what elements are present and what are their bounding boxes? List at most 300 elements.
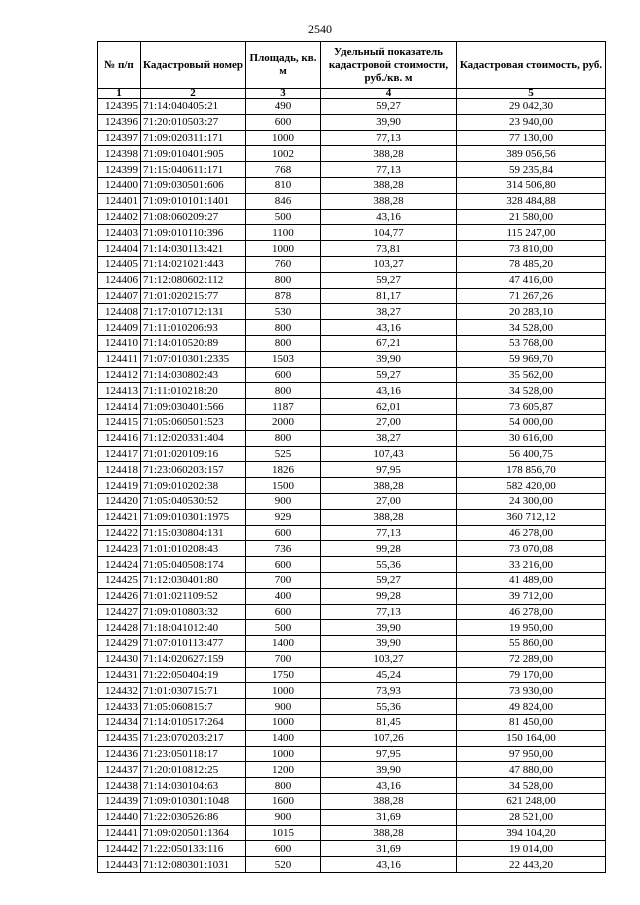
header-unit-rate: Удельный показатель кадастровой стоимости, руб./кв. м [321,42,457,89]
cell-cadastral-number: 71:22:050133:116 [141,841,246,857]
table-header [98,42,606,99]
cell-row-number: 124417 [98,446,141,462]
cell-cadastral-number: 71:07:010301:2335 [141,351,246,367]
cell-cadastral-number: 71:09:010110:396 [141,225,246,241]
cell-unit-rate: 39,90 [321,114,457,130]
cell-cadastral-number: 71:22:050404:19 [141,667,246,683]
cadastral-value-table [97,41,606,873]
cell-cadastral-number: 71:09:010202:38 [141,478,246,494]
table-row [98,809,606,825]
table-row [98,730,606,746]
cell-unit-rate: 59,27 [321,572,457,588]
cell-area: 525 [246,446,321,462]
table-row [98,857,606,873]
cell-unit-rate: 39,90 [321,762,457,778]
cell-unit-rate: 73,93 [321,683,457,699]
cell-area: 2000 [246,414,321,430]
cell-row-number: 124406 [98,272,141,288]
table-row [98,557,606,573]
cell-area: 1187 [246,399,321,415]
cell-row-number: 124425 [98,572,141,588]
table-row [98,715,606,731]
cell-row-number: 124430 [98,651,141,667]
cell-row-number: 124427 [98,604,141,620]
cell-cadastral-number: 71:15:030804:131 [141,525,246,541]
cell-row-number: 124426 [98,588,141,604]
header-area: Площадь, кв. м [246,42,321,89]
table-row [98,130,606,146]
cell-cadastral-number: 71:23:070203:217 [141,730,246,746]
cell-cadastral-value: 54 000,00 [457,414,606,430]
cell-area: 1400 [246,636,321,652]
cell-unit-rate: 43,16 [321,209,457,225]
cell-unit-rate: 27,00 [321,414,457,430]
cell-row-number: 124397 [98,130,141,146]
table-row [98,320,606,336]
cell-cadastral-number: 71:05:040508:174 [141,557,246,573]
cell-area: 900 [246,699,321,715]
cell-unit-rate: 45,24 [321,667,457,683]
cell-unit-rate: 39,90 [321,620,457,636]
cell-cadastral-number: 71:09:020501:1364 [141,825,246,841]
cell-area: 490 [246,99,321,115]
cell-cadastral-number: 71:17:010712:131 [141,304,246,320]
cell-cadastral-number: 71:12:030401:80 [141,572,246,588]
cell-cadastral-value: 394 104,20 [457,825,606,841]
cell-cadastral-value: 33 216,00 [457,557,606,573]
page-number: 2540 [308,22,332,36]
cell-area: 1000 [246,683,321,699]
cell-row-number: 124441 [98,825,141,841]
cell-cadastral-number: 71:12:080602:112 [141,272,246,288]
cell-cadastral-value: 81 450,00 [457,715,606,731]
cell-cadastral-number: 71:09:010301:1048 [141,794,246,810]
cell-row-number: 124420 [98,493,141,509]
cell-area: 400 [246,588,321,604]
table-row [98,525,606,541]
cell-row-number: 124415 [98,414,141,430]
cell-row-number: 124410 [98,335,141,351]
cell-cadastral-value: 30 616,00 [457,430,606,446]
cell-unit-rate: 81,45 [321,715,457,731]
table-row [98,762,606,778]
cell-cadastral-number: 71:09:010803:32 [141,604,246,620]
cell-cadastral-number: 71:09:010301:1975 [141,509,246,525]
cell-unit-rate: 388,28 [321,825,457,841]
table-row [98,272,606,288]
cell-unit-rate: 388,28 [321,509,457,525]
cell-cadastral-value: 97 950,00 [457,746,606,762]
cell-cadastral-number: 71:14:021021:443 [141,256,246,272]
table-row [98,177,606,193]
cell-row-number: 124443 [98,857,141,873]
cell-unit-rate: 388,28 [321,794,457,810]
cell-row-number: 124402 [98,209,141,225]
cell-row-number: 124396 [98,114,141,130]
cell-unit-rate: 39,90 [321,636,457,652]
cell-unit-rate: 107,43 [321,446,457,462]
cell-cadastral-number: 71:05:060815:7 [141,699,246,715]
cell-unit-rate: 43,16 [321,857,457,873]
cell-cadastral-number: 71:23:060203:157 [141,462,246,478]
cell-area: 500 [246,209,321,225]
cell-row-number: 124403 [98,225,141,241]
cell-cadastral-value: 49 824,00 [457,699,606,715]
cell-cadastral-value: 23 940,00 [457,114,606,130]
cell-row-number: 124405 [98,256,141,272]
cell-area: 800 [246,383,321,399]
cell-area: 1826 [246,462,321,478]
cell-unit-rate: 31,69 [321,809,457,825]
cell-cadastral-number: 71:11:010206:93 [141,320,246,336]
cell-unit-rate: 59,27 [321,367,457,383]
table-row [98,493,606,509]
cell-area: 800 [246,778,321,794]
cell-row-number: 124418 [98,462,141,478]
cell-cadastral-value: 21 580,00 [457,209,606,225]
cell-area: 768 [246,162,321,178]
cell-unit-rate: 43,16 [321,320,457,336]
table-row [98,620,606,636]
table-row [98,841,606,857]
cell-area: 1600 [246,794,321,810]
cell-cadastral-value: 46 278,00 [457,604,606,620]
column-numbers-row [98,89,606,99]
cell-unit-rate: 77,13 [321,525,457,541]
cell-cadastral-value: 29 042,30 [457,99,606,115]
cell-cadastral-value: 19 014,00 [457,841,606,857]
cell-unit-rate: 39,90 [321,351,457,367]
cell-unit-rate: 103,27 [321,256,457,272]
header-cadastral-value: Кадастровая стоимость, руб. [457,42,606,89]
cell-area: 810 [246,177,321,193]
cell-cadastral-number: 71:09:030401:566 [141,399,246,415]
table-row [98,304,606,320]
cell-cadastral-value: 34 528,00 [457,320,606,336]
cell-unit-rate: 77,13 [321,604,457,620]
cell-area: 760 [246,256,321,272]
table-row [98,825,606,841]
cell-cadastral-number: 71:09:030501:606 [141,177,246,193]
cell-cadastral-number: 71:14:030113:421 [141,241,246,257]
table-row [98,162,606,178]
cell-cadastral-number: 71:01:020215:77 [141,288,246,304]
cell-area: 1015 [246,825,321,841]
cell-area: 929 [246,509,321,525]
table-row [98,541,606,557]
cell-row-number: 124400 [98,177,141,193]
table-row [98,430,606,446]
table-row [98,572,606,588]
cell-cadastral-value: 39 712,00 [457,588,606,604]
table-row [98,146,606,162]
cell-unit-rate: 388,28 [321,193,457,209]
table-row [98,462,606,478]
table-row [98,414,606,430]
cell-area: 736 [246,541,321,557]
cell-area: 1750 [246,667,321,683]
cell-cadastral-value: 56 400,75 [457,446,606,462]
cell-unit-rate: 55,36 [321,557,457,573]
cell-cadastral-value: 28 521,00 [457,809,606,825]
cell-unit-rate: 388,28 [321,146,457,162]
cell-row-number: 124421 [98,509,141,525]
cell-cadastral-number: 71:22:030526:86 [141,809,246,825]
cell-cadastral-value: 34 528,00 [457,383,606,399]
table-row [98,651,606,667]
cell-cadastral-value: 53 768,00 [457,335,606,351]
cell-unit-rate: 99,28 [321,588,457,604]
column-number: 4 [321,89,457,99]
cell-cadastral-number: 71:05:040530:52 [141,493,246,509]
cell-row-number: 124432 [98,683,141,699]
table-row [98,383,606,399]
cell-cadastral-value: 47 416,00 [457,272,606,288]
cell-cadastral-value: 20 283,10 [457,304,606,320]
cell-cadastral-number: 71:18:041012:40 [141,620,246,636]
cell-unit-rate: 67,21 [321,335,457,351]
cell-area: 1400 [246,730,321,746]
cell-cadastral-value: 55 860,00 [457,636,606,652]
cell-cadastral-number: 71:14:010520:89 [141,335,246,351]
table-row [98,699,606,715]
cell-area: 600 [246,841,321,857]
table-row [98,241,606,257]
cell-area: 878 [246,288,321,304]
cell-row-number: 124408 [98,304,141,320]
cell-row-number: 124442 [98,841,141,857]
table-row [98,288,606,304]
column-number: 3 [246,89,321,99]
cell-cadastral-number: 71:20:010503:27 [141,114,246,130]
cell-area: 1000 [246,130,321,146]
cell-cadastral-value: 389 056,56 [457,146,606,162]
cell-area: 600 [246,114,321,130]
cell-unit-rate: 38,27 [321,304,457,320]
table-row [98,746,606,762]
cell-unit-rate: 31,69 [321,841,457,857]
cell-cadastral-number: 71:01:030715:71 [141,683,246,699]
table-row [98,225,606,241]
cell-cadastral-value: 47 880,00 [457,762,606,778]
cell-cadastral-number: 71:14:030104:63 [141,778,246,794]
cell-unit-rate: 27,00 [321,493,457,509]
cell-cadastral-number: 71:09:010401:905 [141,146,246,162]
cell-area: 1000 [246,746,321,762]
cell-cadastral-value: 24 300,00 [457,493,606,509]
cell-row-number: 124440 [98,809,141,825]
table-row [98,446,606,462]
cell-cadastral-value: 360 712,12 [457,509,606,525]
cell-unit-rate: 77,13 [321,130,457,146]
cell-cadastral-value: 314 506,80 [457,177,606,193]
cell-row-number: 124431 [98,667,141,683]
cell-unit-rate: 388,28 [321,478,457,494]
cell-cadastral-value: 73 930,00 [457,683,606,699]
cell-cadastral-value: 621 248,00 [457,794,606,810]
cell-unit-rate: 77,13 [321,162,457,178]
cell-cadastral-value: 73 810,00 [457,241,606,257]
cell-row-number: 124416 [98,430,141,446]
cell-area: 1000 [246,715,321,731]
cell-cadastral-value: 72 289,00 [457,651,606,667]
cell-cadastral-number: 71:09:020311:171 [141,130,246,146]
cell-row-number: 124395 [98,99,141,115]
cell-unit-rate: 43,16 [321,778,457,794]
cell-cadastral-number: 71:11:010218:20 [141,383,246,399]
cell-unit-rate: 55,36 [321,699,457,715]
cell-cadastral-number: 71:14:040405:21 [141,99,246,115]
cell-area: 530 [246,304,321,320]
table-body [98,99,606,873]
cell-area: 800 [246,272,321,288]
cell-unit-rate: 81,17 [321,288,457,304]
cell-cadastral-number: 71:01:010208:43 [141,541,246,557]
column-number: 1 [98,89,141,99]
cell-area: 520 [246,857,321,873]
cell-area: 800 [246,335,321,351]
cell-cadastral-number: 71:23:050118:17 [141,746,246,762]
table-row [98,778,606,794]
column-number: 5 [457,89,606,99]
cell-row-number: 124419 [98,478,141,494]
cell-unit-rate: 62,01 [321,399,457,415]
cell-cadastral-value: 59 969,70 [457,351,606,367]
cell-row-number: 124439 [98,794,141,810]
cell-cadastral-value: 328 484,88 [457,193,606,209]
cell-cadastral-number: 71:20:010812:25 [141,762,246,778]
cell-area: 1100 [246,225,321,241]
cell-unit-rate: 43,16 [321,383,457,399]
cell-row-number: 124407 [98,288,141,304]
cell-cadastral-number: 71:09:010101:1401 [141,193,246,209]
cell-cadastral-value: 35 562,00 [457,367,606,383]
table-row [98,209,606,225]
cell-cadastral-value: 79 170,00 [457,667,606,683]
cell-row-number: 124423 [98,541,141,557]
cell-cadastral-number: 71:12:020331:404 [141,430,246,446]
cell-cadastral-value: 77 130,00 [457,130,606,146]
cell-unit-rate: 107,26 [321,730,457,746]
cell-cadastral-value: 150 164,00 [457,730,606,746]
cell-area: 600 [246,604,321,620]
cell-area: 1000 [246,241,321,257]
cell-cadastral-number: 71:14:020627:159 [141,651,246,667]
cell-unit-rate: 38,27 [321,430,457,446]
cell-row-number: 124424 [98,557,141,573]
cell-area: 846 [246,193,321,209]
cell-row-number: 124412 [98,367,141,383]
cell-area: 700 [246,651,321,667]
cell-area: 600 [246,367,321,383]
header-row-number: № п/п [98,42,141,89]
cell-cadastral-value: 178 856,70 [457,462,606,478]
cell-cadastral-value: 73 070,08 [457,541,606,557]
column-number: 2 [141,89,246,99]
cell-row-number: 124428 [98,620,141,636]
cell-unit-rate: 104,77 [321,225,457,241]
cell-cadastral-value: 59 235,84 [457,162,606,178]
cell-unit-rate: 388,28 [321,177,457,193]
header-cadastral-number: Кадастровый номер [141,42,246,89]
header-row [98,42,606,89]
cell-cadastral-value: 46 278,00 [457,525,606,541]
table-row [98,478,606,494]
cell-unit-rate: 59,27 [321,99,457,115]
table-row [98,604,606,620]
cell-cadastral-value: 115 247,00 [457,225,606,241]
cell-row-number: 124404 [98,241,141,257]
cell-cadastral-number: 71:08:060209:27 [141,209,246,225]
cell-row-number: 124398 [98,146,141,162]
cell-unit-rate: 73,81 [321,241,457,257]
cell-area: 1200 [246,762,321,778]
cell-row-number: 124434 [98,715,141,731]
cell-cadastral-number: 71:12:080301:1031 [141,857,246,873]
cell-cadastral-number: 71:14:010517:264 [141,715,246,731]
cell-cadastral-value: 582 420,00 [457,478,606,494]
cell-area: 700 [246,572,321,588]
cell-cadastral-number: 71:01:020109:16 [141,446,246,462]
cell-row-number: 124411 [98,351,141,367]
cell-unit-rate: 59,27 [321,272,457,288]
table-row [98,636,606,652]
table-row [98,399,606,415]
cell-row-number: 124436 [98,746,141,762]
cell-cadastral-value: 71 267,26 [457,288,606,304]
cell-unit-rate: 99,28 [321,541,457,557]
cell-area: 600 [246,525,321,541]
cell-row-number: 124413 [98,383,141,399]
table-row [98,683,606,699]
cell-cadastral-number: 71:14:030802:43 [141,367,246,383]
cell-area: 800 [246,430,321,446]
cell-row-number: 124414 [98,399,141,415]
cell-cadastral-value: 73 605,87 [457,399,606,415]
cell-cadastral-number: 71:05:060501:523 [141,414,246,430]
cell-area: 900 [246,493,321,509]
cell-area: 900 [246,809,321,825]
cell-cadastral-value: 19 950,00 [457,620,606,636]
cell-cadastral-number: 71:07:010113:477 [141,636,246,652]
cell-area: 1500 [246,478,321,494]
table-row [98,509,606,525]
table-row [98,99,606,115]
cell-row-number: 124437 [98,762,141,778]
cell-unit-rate: 97,95 [321,462,457,478]
table-row [98,335,606,351]
cell-cadastral-value: 78 485,20 [457,256,606,272]
cell-row-number: 124429 [98,636,141,652]
cell-unit-rate: 97,95 [321,746,457,762]
table-row [98,367,606,383]
table-row [98,193,606,209]
cell-area: 500 [246,620,321,636]
cell-area: 600 [246,557,321,573]
table-row [98,114,606,130]
cell-cadastral-value: 22 443,20 [457,857,606,873]
cell-area: 1503 [246,351,321,367]
cell-area: 1002 [246,146,321,162]
cell-cadastral-number: 71:15:040611:171 [141,162,246,178]
cell-cadastral-value: 41 489,00 [457,572,606,588]
cell-cadastral-number: 71:01:021109:52 [141,588,246,604]
cell-row-number: 124433 [98,699,141,715]
cell-row-number: 124435 [98,730,141,746]
cell-unit-rate: 103,27 [321,651,457,667]
cell-cadastral-value: 34 528,00 [457,778,606,794]
table-row [98,794,606,810]
